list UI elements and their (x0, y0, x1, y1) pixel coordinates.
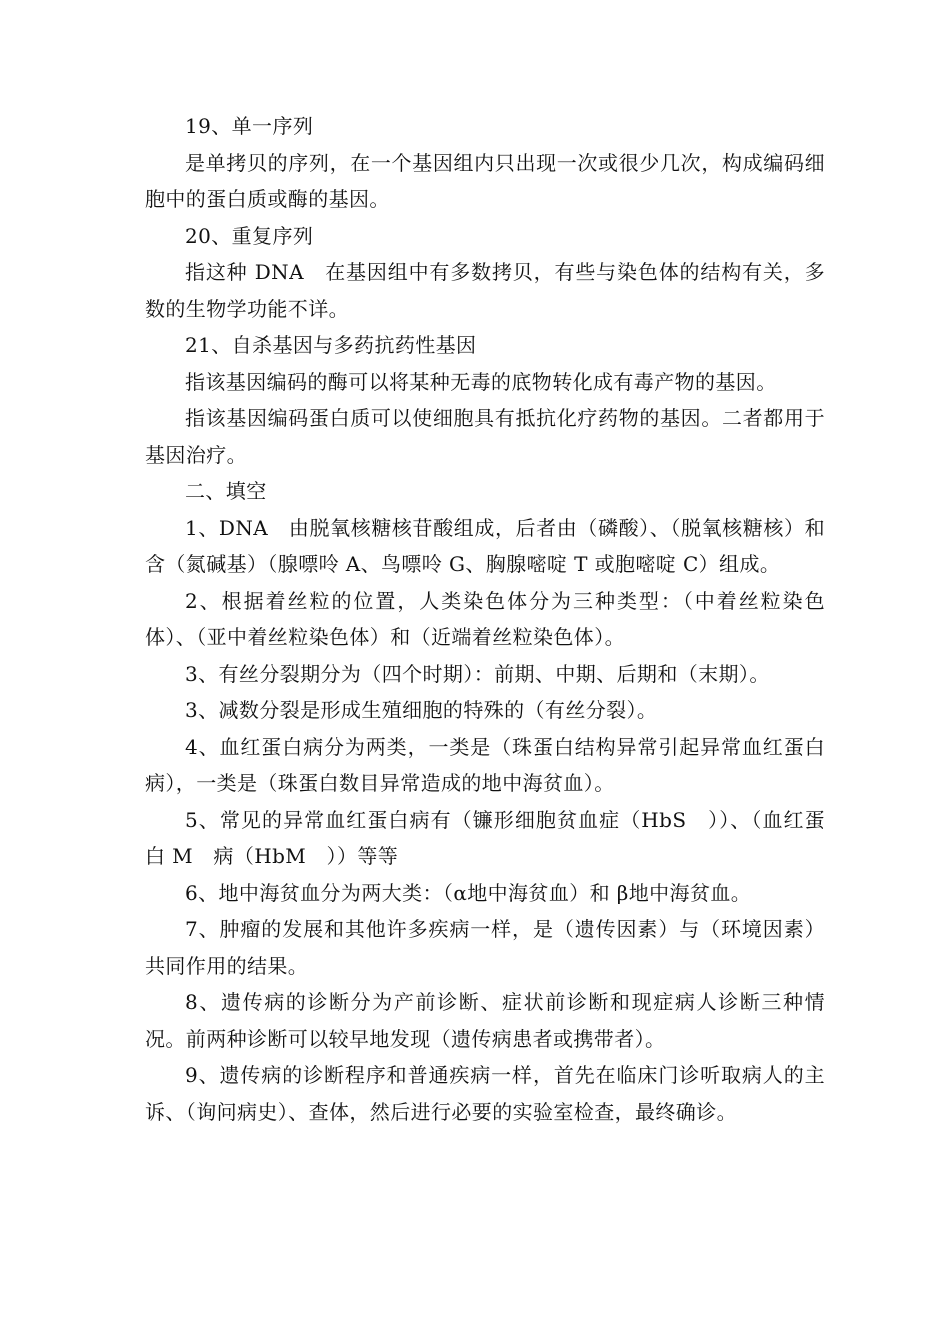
document-body (145, 108, 825, 1130)
list-item: 3、减数分裂是形成生殖细胞的特殊的（有丝分裂）。 (185, 698, 658, 722)
list-item: 1、DNA 由脱氧核糖核苷酸组成，后者由（磷酸）、（脱氧核糖核）和含（氮碱基）（腺嘌呤 A、鸟嘌呤 G、胸腺嘧啶 T 或胞嘧啶 C）组成。 (145, 515, 825, 576)
list-item: 9、遗传病的诊断程序和普通疾病一样，首先在临床门诊听取病人的主诉、（询问病史）、查体，然后进行必要的实验室检查，最终确诊。 (145, 1063, 825, 1124)
heading-21: 21、自杀基因与多药抗药性基因 (185, 333, 477, 357)
list-item: 6、地中海贫血分为两大类：（α地中海贫血）和 β地中海贫血。 (185, 880, 752, 905)
heading-19: 19、单一序列 (185, 114, 314, 138)
paragraph: 是单拷贝的序列，在一个基因组内只出现一次或很少几次，构成编码细胞中的蛋白质或酶的基因。 (145, 150, 825, 211)
paragraph: 指这种 DNA 在基因组中有多数拷贝，有些与染色体的结构有关，多数的生物学功能不详。 (145, 260, 825, 321)
paragraph: 指该基因编码的酶可以将某种无毒的底物转化成有毒产物的基因。 (185, 369, 777, 394)
section-heading-fill-blank: 二、填空 (185, 479, 267, 503)
paragraph: 指该基因编码蛋白质可以使细胞具有抵抗化疗药物的基因。二者都用于基因治疗。 (145, 406, 825, 467)
list-item: 2、根据着丝粒的位置，人类染色体分为三种类型：（中着丝粒染色体）、（亚中着丝粒染色体）和（近端着丝粒染色体）。 (145, 588, 825, 649)
list-item: 7、肿瘤的发展和其他许多疾病一样，是（遗传因素）与（环境因素）共同作用的结果。 (145, 917, 825, 978)
list-item: 8、遗传病的诊断分为产前诊断、症状前诊断和现症病人诊断三种情况。前两种诊断可以较早地发现（遗传病患者或携带者）。 (145, 990, 825, 1051)
heading-20: 20、重复序列 (185, 223, 314, 248)
list-item: 4、血红蛋白病分为两类，一类是（珠蛋白结构异常引起异常血红蛋白病），一类是（珠蛋白数目异常造成的地中海贫血）。 (145, 734, 825, 795)
list-item: 3、有丝分裂期分为（四个时期）：前期、中期、后期和（末期）。 (185, 661, 770, 686)
list-item: 5、常见的异常血红蛋白病有（镰形细胞贫血症（HbS ））、（血红蛋白 M 病（HbM ））等等 (145, 807, 825, 868)
